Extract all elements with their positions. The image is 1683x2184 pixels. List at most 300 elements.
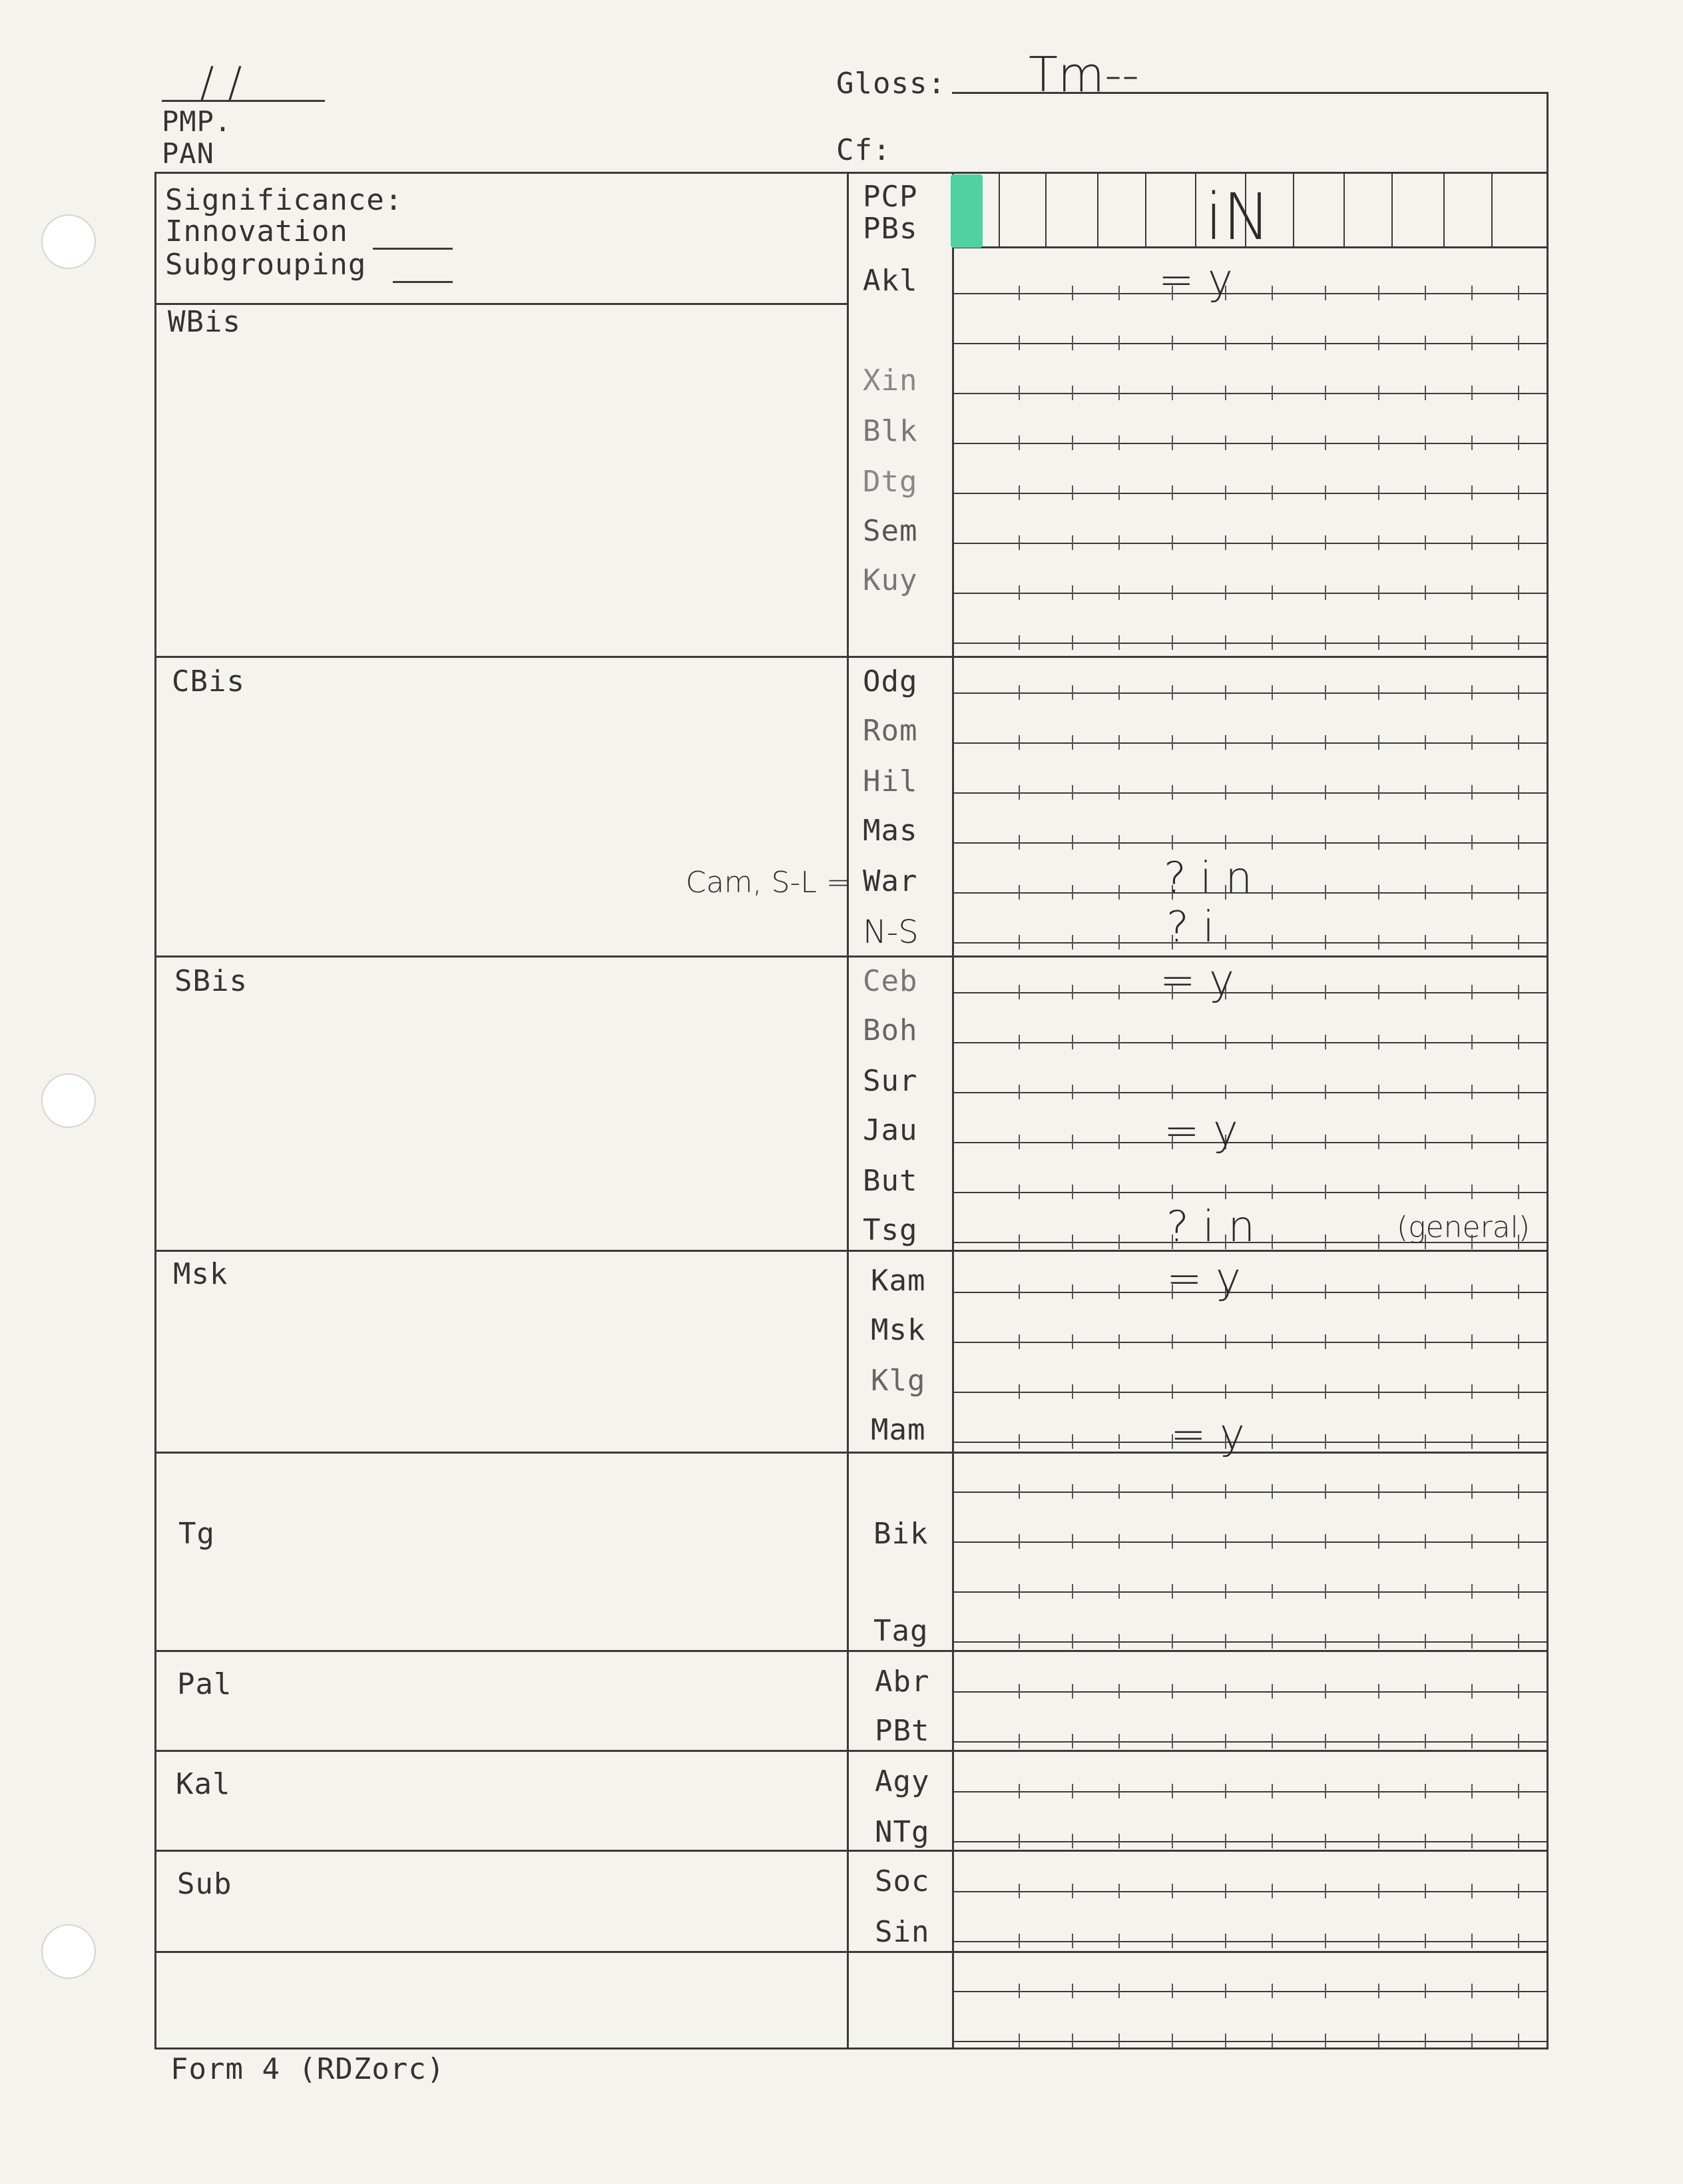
ruled-line-tick bbox=[1225, 2034, 1226, 2048]
ruled-line-tick bbox=[1518, 885, 1519, 900]
ruled-line-tick bbox=[1378, 585, 1379, 600]
ruled-line-tick bbox=[1325, 1434, 1326, 1449]
ruled-line-tick bbox=[1072, 435, 1073, 450]
ruled-line bbox=[953, 792, 1548, 794]
ruled-line-tick bbox=[1378, 1434, 1379, 1449]
ruled-line-tick bbox=[1325, 1934, 1326, 1948]
section-kal: Kal bbox=[176, 1767, 231, 1801]
ruled-line bbox=[953, 1891, 1548, 1892]
ruled-line-tick bbox=[1518, 485, 1519, 500]
ruled-line-tick bbox=[1425, 485, 1426, 500]
section-sub: Sub bbox=[177, 1867, 232, 1901]
ruled-line-tick bbox=[1378, 1484, 1379, 1499]
lang-sin: Sin bbox=[875, 1915, 930, 1949]
ruled-line bbox=[953, 1741, 1548, 1743]
ruled-line-tick bbox=[1471, 835, 1473, 850]
ruled-line bbox=[953, 1192, 1548, 1193]
lang-pcp: PCP bbox=[863, 180, 918, 214]
ruled-line-tick bbox=[1172, 1884, 1173, 1898]
ruled-line-tick bbox=[1019, 685, 1020, 700]
ruled-line-tick bbox=[1325, 1534, 1326, 1549]
ruled-line-tick bbox=[1471, 1334, 1473, 1349]
ruled-line-tick bbox=[1425, 585, 1426, 600]
section-wbis: WBis bbox=[168, 305, 241, 339]
ruled-line-tick bbox=[1172, 435, 1173, 450]
ruled-line-tick bbox=[1225, 835, 1226, 850]
ruled-line-tick bbox=[1118, 535, 1120, 550]
ruled-line-tick bbox=[1019, 286, 1020, 300]
ruled-line-tick bbox=[1272, 1185, 1273, 1199]
ruled-line-tick bbox=[1272, 1534, 1273, 1549]
ruled-line-tick bbox=[1518, 386, 1519, 400]
ruled-line-tick bbox=[1471, 336, 1473, 350]
ruled-line-tick bbox=[1272, 1135, 1273, 1149]
ruled-line-tick bbox=[1118, 386, 1120, 400]
war-note: Cam, S-L = bbox=[686, 866, 851, 900]
ruled-line-tick bbox=[1425, 935, 1426, 950]
ruled-line-tick bbox=[1425, 2034, 1426, 2048]
ruled-line bbox=[953, 1042, 1548, 1043]
ruled-line-tick bbox=[1325, 1234, 1326, 1249]
ruled-line-tick bbox=[1425, 1035, 1426, 1049]
ruled-line-tick bbox=[1471, 1984, 1473, 1998]
ruled-line-tick bbox=[1272, 935, 1273, 950]
ruled-line-tick bbox=[1225, 535, 1226, 550]
ruled-line-tick bbox=[1019, 2034, 1020, 2048]
ruled-line-tick bbox=[1019, 885, 1020, 900]
ruled-line-tick bbox=[1471, 1035, 1473, 1049]
ruled-line-tick bbox=[1172, 585, 1173, 600]
ruled-line-tick bbox=[1425, 685, 1426, 700]
ruled-line-tick bbox=[1272, 885, 1273, 900]
ruled-line-tick bbox=[1471, 1135, 1473, 1149]
ruled-line-tick bbox=[1425, 1734, 1426, 1749]
ruled-line-tick bbox=[1019, 935, 1020, 950]
ruled-line-tick bbox=[1118, 585, 1120, 600]
ruled-line-tick bbox=[1325, 1984, 1326, 1998]
ruled-line-tick bbox=[1118, 286, 1120, 300]
ruled-line-tick bbox=[1425, 435, 1426, 450]
ruled-line-tick bbox=[1072, 1384, 1073, 1399]
cell-box-divider bbox=[1491, 172, 1493, 246]
cell-box-divider bbox=[999, 172, 1000, 246]
cell-box-divider bbox=[1293, 172, 1294, 246]
ruled-line-tick bbox=[1172, 485, 1173, 500]
ruled-line-tick bbox=[1425, 635, 1426, 650]
ruled-line-tick bbox=[1225, 1834, 1226, 1848]
lang-war: War bbox=[863, 864, 918, 898]
ruled-line-tick bbox=[1072, 485, 1073, 500]
ruled-line-tick bbox=[1118, 1384, 1120, 1399]
ruled-line-tick bbox=[1072, 1684, 1073, 1699]
ruled-line bbox=[953, 692, 1548, 694]
ruled-line bbox=[953, 593, 1548, 594]
ruled-line-tick bbox=[1019, 1484, 1020, 1499]
ruled-line-tick bbox=[1118, 1135, 1120, 1149]
ruled-line-tick bbox=[1378, 1684, 1379, 1699]
lang-soc: Soc bbox=[875, 1864, 930, 1898]
lang-bik: Bik bbox=[873, 1517, 929, 1551]
ruled-line-tick bbox=[1325, 1734, 1326, 1749]
cell-box-divider bbox=[1443, 172, 1445, 246]
lang-akl: Akl bbox=[863, 264, 918, 298]
ruled-line-tick bbox=[1118, 435, 1120, 450]
ruled-line-tick bbox=[1325, 2034, 1326, 2048]
ruled-line-tick bbox=[1172, 1734, 1173, 1749]
ruled-line-tick bbox=[1325, 985, 1326, 999]
ruled-line-tick bbox=[1518, 435, 1519, 450]
ruled-line-tick bbox=[1378, 635, 1379, 650]
lang-xin: Xin bbox=[863, 364, 918, 398]
ruled-line-tick bbox=[1272, 535, 1273, 550]
ruled-line-tick bbox=[1225, 935, 1226, 950]
ruled-line-tick bbox=[1019, 1834, 1020, 1848]
ruled-line-tick bbox=[1378, 1884, 1379, 1898]
ruled-line-tick bbox=[1378, 1384, 1379, 1399]
ruled-line-tick bbox=[1225, 1934, 1226, 1948]
ruled-line-tick bbox=[1118, 835, 1120, 850]
ruled-line-tick bbox=[1072, 1784, 1073, 1798]
ruled-line-tick bbox=[1172, 1784, 1173, 1798]
ruled-line-tick bbox=[1272, 585, 1273, 600]
lang-ceb: Ceb bbox=[863, 964, 918, 998]
ruled-line-tick bbox=[1072, 1484, 1073, 1499]
ruled-line-tick bbox=[1019, 1534, 1020, 1549]
ruled-line-tick bbox=[1172, 685, 1173, 700]
ruled-line-tick bbox=[1425, 735, 1426, 750]
ruled-line-tick bbox=[1019, 485, 1020, 500]
left-panel-border bbox=[154, 172, 156, 2049]
ruled-line-tick bbox=[1425, 1384, 1426, 1399]
cell-box-divider bbox=[1045, 172, 1047, 246]
ruled-line-tick bbox=[1172, 785, 1173, 800]
ruled-line-tick bbox=[1072, 935, 1073, 950]
lang-mam: Mam bbox=[871, 1413, 926, 1447]
ruled-line-tick bbox=[1118, 1784, 1120, 1798]
ruled-line-tick bbox=[1378, 1584, 1379, 1599]
ruled-line-tick bbox=[1518, 2034, 1519, 2048]
ruled-line-tick bbox=[1019, 635, 1020, 650]
ruled-line-tick bbox=[1518, 1784, 1519, 1798]
ruled-line-tick bbox=[1325, 1784, 1326, 1798]
cf-label: Cf: bbox=[836, 133, 891, 167]
ruled-line-tick bbox=[1118, 935, 1120, 950]
ruled-line-tick bbox=[1325, 1484, 1326, 1499]
ruled-line-tick bbox=[1425, 1334, 1426, 1349]
lang-ns: N-S bbox=[863, 914, 919, 951]
ruled-line-tick bbox=[1425, 1934, 1426, 1948]
ruled-line-tick bbox=[1118, 1834, 1120, 1848]
label-column-left-border bbox=[847, 172, 849, 2049]
ruled-line-tick bbox=[1019, 1984, 1020, 1998]
ruled-line bbox=[953, 1392, 1548, 1393]
ruled-line-tick bbox=[1471, 1384, 1473, 1399]
ruled-line-tick bbox=[1072, 286, 1073, 300]
ruled-line-tick bbox=[1378, 336, 1379, 350]
ruled-line-tick bbox=[1072, 835, 1073, 850]
lang-odg: Odg bbox=[863, 665, 918, 698]
ruled-line-tick bbox=[1325, 885, 1326, 900]
ruled-line-tick bbox=[1019, 1284, 1020, 1299]
ruled-line bbox=[953, 2041, 1548, 2042]
ruled-line-tick bbox=[1518, 635, 1519, 650]
ruled-line-tick bbox=[1072, 785, 1073, 800]
ruled-line-tick bbox=[1118, 1984, 1120, 1998]
ruled-line-tick bbox=[1325, 485, 1326, 500]
ruled-line-tick bbox=[1425, 535, 1426, 550]
lang-jau: Jau bbox=[863, 1113, 918, 1147]
ruled-line-tick bbox=[1118, 885, 1120, 900]
ruled-line-tick bbox=[1118, 1634, 1120, 1649]
ruled-line-tick bbox=[1471, 435, 1473, 450]
ruled-line-tick bbox=[1378, 1334, 1379, 1349]
ruled-line-tick bbox=[1471, 2034, 1473, 2048]
ruled-line-tick bbox=[1325, 1135, 1326, 1149]
ruled-line-tick bbox=[1325, 1334, 1326, 1349]
ruled-line-tick bbox=[1172, 1634, 1173, 1649]
ruled-line bbox=[953, 493, 1548, 494]
ruled-line-tick bbox=[1072, 635, 1073, 650]
ruled-line-tick bbox=[1118, 485, 1120, 500]
ruled-line-tick bbox=[1225, 485, 1226, 500]
ruled-line-tick bbox=[1272, 735, 1273, 750]
tsg-note: (general) bbox=[1397, 1211, 1531, 1244]
ruled-line-tick bbox=[1518, 685, 1519, 700]
ruled-line bbox=[953, 1342, 1548, 1343]
ruled-line-tick bbox=[1471, 935, 1473, 950]
ruled-line-tick bbox=[1118, 1734, 1120, 1749]
ruled-line-tick bbox=[1019, 1634, 1020, 1649]
ruled-line-tick bbox=[1172, 1185, 1173, 1199]
ruled-line-tick bbox=[1471, 286, 1473, 300]
ruled-line-tick bbox=[1225, 1984, 1226, 1998]
ruled-line-tick bbox=[1272, 1684, 1273, 1699]
ruled-line-tick bbox=[1325, 1085, 1326, 1099]
ruled-line-tick bbox=[1072, 585, 1073, 600]
ruled-line-tick bbox=[1518, 1734, 1519, 1749]
ruled-line-tick bbox=[1378, 735, 1379, 750]
section-tg: Tg bbox=[178, 1517, 215, 1551]
ruled-line-tick bbox=[1272, 1334, 1273, 1349]
ruled-line bbox=[953, 1492, 1548, 1493]
ruled-line-tick bbox=[1019, 386, 1020, 400]
ruled-line-tick bbox=[1172, 1584, 1173, 1599]
ruled-line-tick bbox=[1425, 1284, 1426, 1299]
ruled-line-tick bbox=[1072, 2034, 1073, 2048]
ruled-line-tick bbox=[1378, 1784, 1379, 1798]
lang-pbs: PBs bbox=[863, 212, 918, 246]
ruled-line-tick bbox=[1425, 336, 1426, 350]
ruled-line-tick bbox=[1325, 286, 1326, 300]
ruled-line bbox=[953, 1791, 1548, 1792]
ruled-line-tick bbox=[1325, 535, 1326, 550]
ruled-line-tick bbox=[1471, 1085, 1473, 1099]
ruled-line-tick bbox=[1225, 1484, 1226, 1499]
ruled-line-tick bbox=[1378, 685, 1379, 700]
ruled-line-tick bbox=[1471, 1934, 1473, 1948]
ruled-line-tick bbox=[1518, 1284, 1519, 1299]
ruled-line-tick bbox=[1518, 985, 1519, 999]
ruled-line-tick bbox=[1378, 535, 1379, 550]
ruled-line-tick bbox=[1172, 535, 1173, 550]
ruled-line-tick bbox=[1518, 785, 1519, 800]
ruled-line-tick bbox=[1019, 1934, 1020, 1948]
ruled-line-tick bbox=[1072, 386, 1073, 400]
subgrouping-label: Subgrouping bbox=[165, 248, 367, 282]
ruled-line-tick bbox=[1225, 1384, 1226, 1399]
ruled-line-tick bbox=[1518, 1934, 1519, 1948]
ruled-line-tick bbox=[1378, 1185, 1379, 1199]
ruled-line-tick bbox=[1272, 1284, 1273, 1299]
ruled-line-tick bbox=[1072, 1584, 1073, 1599]
ruled-line bbox=[953, 1142, 1548, 1143]
ruled-line-tick bbox=[1172, 386, 1173, 400]
ruled-line-tick bbox=[1225, 1784, 1226, 1798]
ruled-line-tick bbox=[1518, 1334, 1519, 1349]
ruled-line-tick bbox=[1325, 685, 1326, 700]
ruled-line-tick bbox=[1072, 1984, 1073, 1998]
ruled-line-tick bbox=[1378, 1734, 1379, 1749]
ruled-line-tick bbox=[1378, 835, 1379, 850]
ruled-line-tick bbox=[1072, 1434, 1073, 1449]
ruled-line-tick bbox=[1272, 785, 1273, 800]
ruled-line-tick bbox=[1471, 1784, 1473, 1798]
ruled-line-tick bbox=[1378, 435, 1379, 450]
ruled-line-tick bbox=[1019, 1384, 1020, 1399]
ruled-line-tick bbox=[1518, 1185, 1519, 1199]
ruled-line-tick bbox=[1225, 585, 1226, 600]
ruled-line-tick bbox=[1072, 1085, 1073, 1099]
ruled-line-tick bbox=[1072, 1185, 1073, 1199]
ruled-line bbox=[953, 992, 1548, 993]
ruled-line-tick bbox=[1072, 535, 1073, 550]
ruled-line-tick bbox=[1019, 435, 1020, 450]
ruled-line-tick bbox=[1325, 1384, 1326, 1399]
ruled-line-tick bbox=[1325, 585, 1326, 600]
ruled-line-tick bbox=[1272, 435, 1273, 450]
lang-abr: Abr bbox=[875, 1665, 930, 1699]
ruled-line bbox=[953, 1941, 1548, 1942]
ruled-line-tick bbox=[1518, 286, 1519, 300]
ruled-line-tick bbox=[1225, 435, 1226, 450]
ruled-line bbox=[953, 543, 1548, 544]
significance-title: Significance: bbox=[165, 183, 403, 217]
ruled-line bbox=[953, 1442, 1548, 1443]
ruled-line-tick bbox=[1118, 685, 1120, 700]
section-msk: Msk bbox=[173, 1257, 228, 1291]
ruled-line-tick bbox=[1325, 336, 1326, 350]
ruled-line bbox=[953, 1541, 1548, 1543]
ruled-line-tick bbox=[1272, 1884, 1273, 1898]
ruled-line-tick bbox=[1272, 985, 1273, 999]
ruled-line-tick bbox=[1518, 535, 1519, 550]
ruled-line-tick bbox=[1425, 835, 1426, 850]
ruled-line-tick bbox=[1072, 885, 1073, 900]
date-marks: / / bbox=[200, 59, 242, 108]
ruled-line-tick bbox=[1378, 1934, 1379, 1948]
ruled-line-tick bbox=[1019, 1884, 1020, 1898]
ruled-line-tick bbox=[1072, 1035, 1073, 1049]
war-form: ? i n bbox=[1164, 854, 1252, 903]
ruled-line-tick bbox=[1172, 835, 1173, 850]
lang-agy: Agy bbox=[875, 1765, 930, 1798]
ruled-line-tick bbox=[1325, 386, 1326, 400]
lang-mas: Mas bbox=[863, 814, 918, 848]
lang-hil: Hil bbox=[863, 764, 918, 798]
ruled-line bbox=[953, 842, 1548, 844]
ruled-line-tick bbox=[1471, 1734, 1473, 1749]
ruled-line-tick bbox=[1325, 1035, 1326, 1049]
ruled-line-tick bbox=[1019, 735, 1020, 750]
ruled-line-tick bbox=[1272, 1234, 1273, 1249]
ruled-line-tick bbox=[1518, 935, 1519, 950]
ruled-line-tick bbox=[1019, 535, 1020, 550]
ruled-line-tick bbox=[1019, 985, 1020, 999]
ruled-line-tick bbox=[1471, 685, 1473, 700]
ruled-line bbox=[953, 1292, 1548, 1293]
ruled-line-tick bbox=[1225, 1584, 1226, 1599]
ruled-line-tick bbox=[1172, 1085, 1173, 1099]
ruled-line-tick bbox=[1172, 1035, 1173, 1049]
ruled-line-tick bbox=[1072, 1734, 1073, 1749]
ruled-line-tick bbox=[1118, 635, 1120, 650]
ruled-line-tick bbox=[1272, 2034, 1273, 2048]
punch-hole-bottom bbox=[41, 1924, 96, 1979]
ruled-line-tick bbox=[1471, 585, 1473, 600]
ruled-line-tick bbox=[1425, 1185, 1426, 1199]
ruled-line-tick bbox=[1272, 1784, 1273, 1798]
ruled-line bbox=[953, 1591, 1548, 1593]
grid-right-border bbox=[1547, 92, 1549, 2049]
ruled-line-tick bbox=[1019, 1035, 1020, 1049]
ruled-line-tick bbox=[1072, 1634, 1073, 1649]
ruled-line-tick bbox=[1225, 785, 1226, 800]
ruled-line-tick bbox=[1425, 1684, 1426, 1699]
pmp-label: PMP. bbox=[162, 105, 232, 138]
ruled-line-tick bbox=[1471, 1834, 1473, 1848]
ruled-line-tick bbox=[1172, 1984, 1173, 1998]
ruled-line-tick bbox=[1425, 1784, 1426, 1798]
ruled-line-tick bbox=[1518, 1085, 1519, 1099]
ruled-line-tick bbox=[1118, 785, 1120, 800]
punch-hole-top bbox=[41, 214, 96, 269]
ruled-line-tick bbox=[1225, 1334, 1226, 1349]
form-label: Form 4 (RDZorc) bbox=[170, 2052, 445, 2086]
ruled-line-tick bbox=[1325, 785, 1326, 800]
ruled-line-tick bbox=[1518, 1384, 1519, 1399]
ruled-line-tick bbox=[1471, 735, 1473, 750]
ruled-line-tick bbox=[1272, 336, 1273, 350]
ruled-line-tick bbox=[1378, 386, 1379, 400]
ruled-line-tick bbox=[1019, 1185, 1020, 1199]
ruled-line-tick bbox=[1325, 1185, 1326, 1199]
ruled-line-tick bbox=[1019, 1734, 1020, 1749]
ruled-line-tick bbox=[1019, 1234, 1020, 1249]
ruled-line-tick bbox=[1019, 1085, 1020, 1099]
ruled-line-tick bbox=[1325, 1284, 1326, 1299]
ruled-line-tick bbox=[1378, 1534, 1379, 1549]
ruled-line-tick bbox=[1072, 1234, 1073, 1249]
ruled-line-tick bbox=[1425, 1584, 1426, 1599]
ruled-line-tick bbox=[1225, 1884, 1226, 1898]
ruled-line bbox=[953, 1991, 1548, 1992]
ruled-line bbox=[953, 942, 1548, 944]
innovation-label: Innovation bbox=[165, 214, 348, 248]
lang-sem: Sem bbox=[863, 514, 918, 548]
ruled-line-tick bbox=[1019, 785, 1020, 800]
ruled-line-tick bbox=[1378, 935, 1379, 950]
ruled-line-tick bbox=[1378, 885, 1379, 900]
